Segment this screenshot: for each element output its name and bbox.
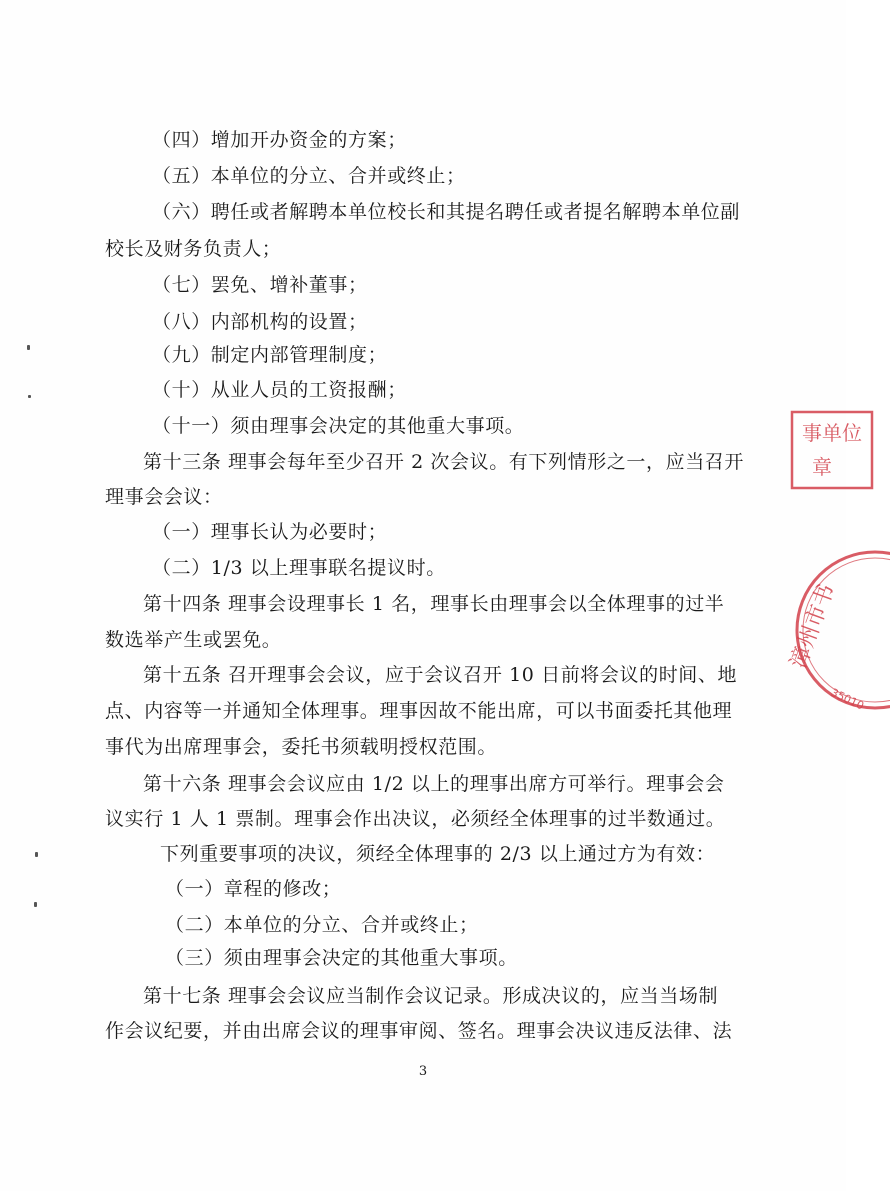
text-line: 议实行 1 人 1 票制。理事会作出决议，必须经全体理事的过半数通过。 (105, 808, 726, 830)
text-line: 作会议纪要，并由出席会议的理事审阅、签名。理事会决议违反法律、法 (105, 1020, 733, 1042)
text-line: 数选举产生或罢免。 (105, 629, 282, 651)
seal-round-char: 漳州市书 (786, 580, 840, 673)
text-line: （五）本单位的分立、合并或终止； (152, 165, 466, 187)
text-line: （一）理事长认为必要时； (152, 521, 388, 543)
text-line: （七）罢免、增补董事； (152, 274, 368, 296)
text-line: 第十五条 召开理事会会议，应于会议召开 10 日前将会议的时间、地 (143, 664, 738, 686)
scan-speck (27, 345, 30, 350)
seal-top-text: 事单位 (802, 421, 862, 445)
scan-speck (34, 902, 37, 907)
text-line: （二）1/3 以上理事联名提议时。 (152, 557, 446, 579)
text-line: （二）本单位的分立、合并或终止； (165, 914, 479, 936)
text-line: （一）章程的修改； (165, 878, 342, 900)
text-line: （八）内部机构的设置； (152, 311, 368, 333)
text-line: 理事会会议： (105, 486, 223, 508)
scan-speck (35, 852, 38, 857)
text-line: （四）增加开办资金的方案； (152, 129, 407, 151)
text-line: （六）聘任或者解聘本单位校长和其提名聘任或者提名解聘本单位副 (152, 201, 741, 223)
text-line: 第十三条 理事会每年至少召开 2 次会议。有下列情形之一，应当召开 (143, 451, 745, 473)
text-line: 第十四条 理事会设理事长 1 名，理事长由理事会以全体理事的过半 (143, 593, 725, 615)
text-line: （十一）须由理事会决定的其他重大事项。 (152, 415, 525, 437)
text-line: 事代为出席理事会，委托书须载明授权范围。 (105, 736, 498, 758)
text-line: （三）须由理事会决定的其他重大事项。 (165, 947, 518, 969)
text-line: 第十六条 理事会会议应由 1/2 以上的理事出席方可举行。理事会会 (143, 773, 725, 795)
page-number: 3 (418, 1064, 428, 1079)
text-line: 校长及财务负责人； (105, 238, 282, 260)
text-line: 点、内容等一并通知全体理事。理事因故不能出席，可以书面委托其他理 (105, 700, 733, 722)
scan-speck (28, 395, 31, 398)
text-line: 第十七条 理事会会议应当制作会议记录。形成决议的，应当当场制 (143, 985, 719, 1007)
seal-round-code: 35010 (828, 685, 866, 713)
text-line: （九）制定内部管理制度； (152, 344, 388, 366)
seal-top-text-bottom: 章 (812, 455, 832, 479)
seal-stamp-top (790, 408, 860, 492)
text-line: 下列重要事项的决议，须经全体理事的 2/3 以上通过方为有效： (160, 843, 716, 865)
seal-stamp-round (780, 545, 890, 715)
text-line: （十）从业人员的工资报酬； (152, 379, 407, 401)
